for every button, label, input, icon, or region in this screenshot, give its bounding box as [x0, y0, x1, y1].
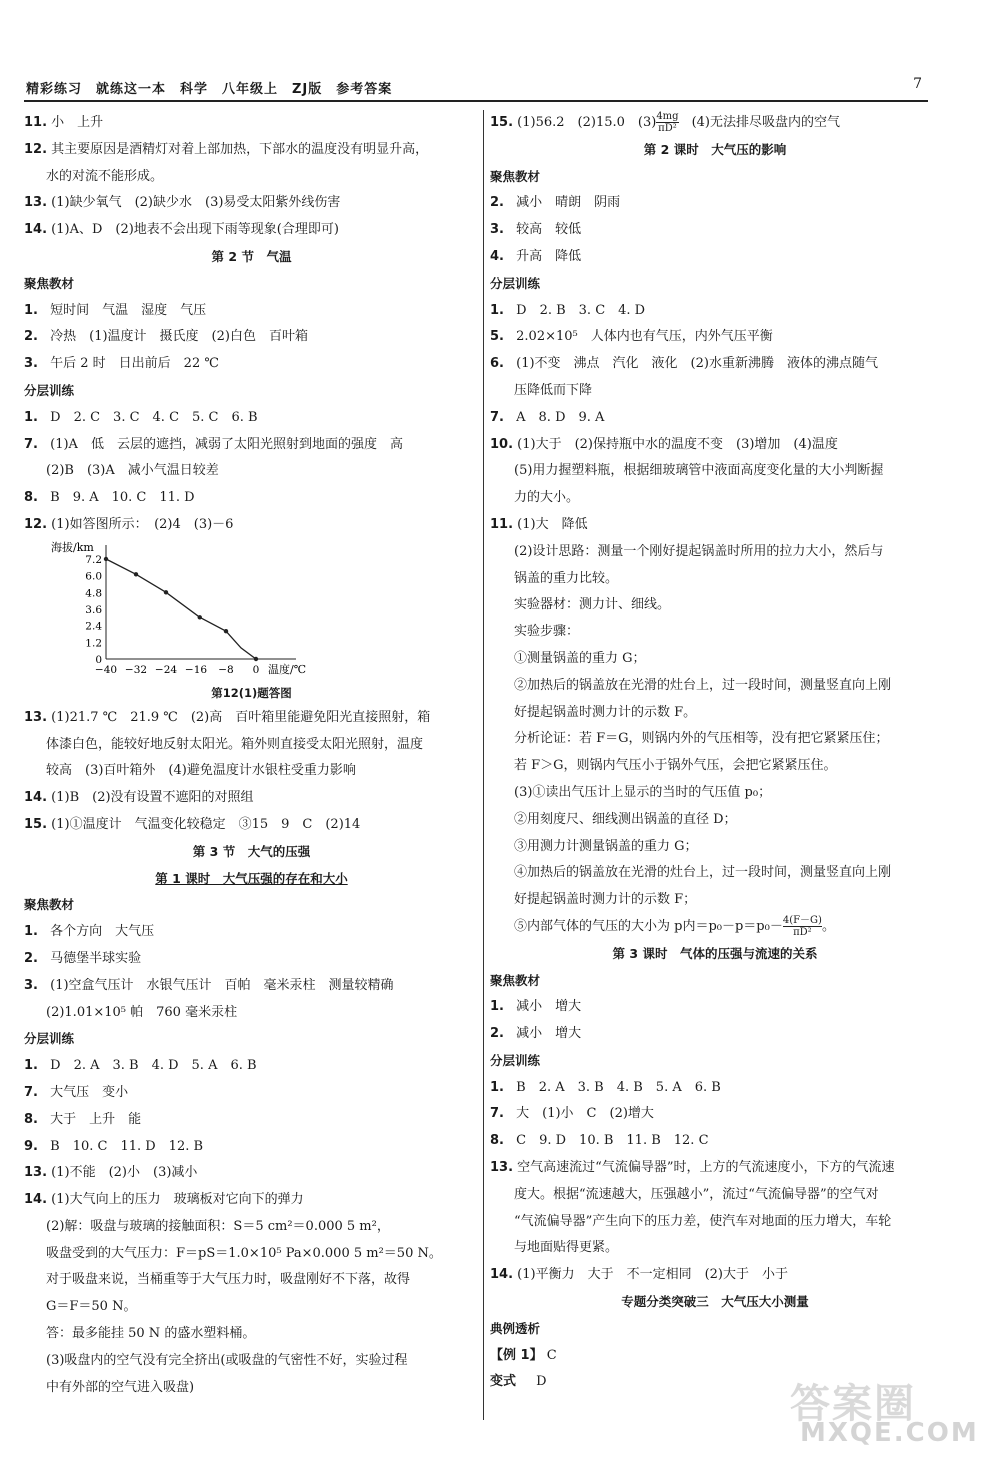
answer-line: 1. 减小 增大 [490, 999, 582, 1015]
answer-line: 15. (1)①温度计 气温变化较稳定 ③15 9 C (2)14 [24, 816, 361, 832]
subsection-label: 聚焦教材 [24, 275, 75, 291]
answer-line: 1. D 2. B 3. C 4. D [490, 302, 646, 318]
answer-line: 对于吸盘来说，当桶重等于大气压力时，吸盘刚好不下落，故得 [46, 1272, 411, 1288]
answer-line: 好提起锅盖时测力计的示数 F； [514, 892, 697, 908]
answer-line: ②加热后的锅盖放在光滑的灶台上，过一段时间，测量竖直向上刚 [514, 677, 892, 693]
subsection-label: 分层训练 [24, 382, 75, 398]
subsection-label: 聚焦教材 [24, 897, 75, 913]
lesson-title: 第 3 课时 气体的压强与流速的关系 [612, 945, 818, 961]
y-tick-label: 6.0 [85, 570, 102, 583]
answer-line: 若 F＞G，则锅内气压小于锅外气压，会把它紧紧压住。 [514, 758, 837, 774]
answer-line: (2)B (3)A 减小气温日较差 [46, 463, 219, 479]
answer-line: 实验器材：测力计、细线。 [514, 597, 671, 613]
answer-line: 1. 各个方向 大气压 [24, 924, 155, 940]
answer-line: 14. (1)B (2)没有设置不遮阳的对照组 [24, 790, 254, 806]
x-tick-label: −16 [184, 663, 208, 676]
answer-line: 水的对流不能形成。 [46, 168, 164, 184]
answer-line: (2)设计思路：测量一个刚好提起锅盖时所用的拉力大小，然后与 [514, 543, 884, 559]
x-tick-label: −8 [218, 663, 234, 676]
x-tick-label: −32 [124, 663, 148, 676]
data-point [104, 557, 108, 561]
data-curve [106, 559, 256, 659]
y-tick-label: 4.8 [85, 587, 102, 600]
answer-line: 好提起锅盖时测力计的示数 F。 [514, 704, 697, 720]
answer-line: 2. 冷热 (1)温度计 摄氏度 (2)白色 百叶箱 [24, 329, 308, 345]
fraction: $\frac{4mg}{\text{πD²}}$ [656, 111, 679, 134]
answer-line: ③用测力计测量锅盖的重力 G； [514, 838, 698, 854]
answer-line: 3. (1)空盒气压计 水银气压计 百帕 毫米汞柱 测量较精确 [24, 977, 394, 993]
answer-line: 8. C 9. D 10. B 11. B 12. C [490, 1133, 709, 1149]
data-point [254, 657, 258, 661]
answer-line: 体漆白色，能较好地反射太阳光。箱外则直接受太阳光照射，温度 [46, 736, 424, 752]
topic-title: 专题分类突破三 大气压大小测量 [621, 1294, 809, 1310]
watermark-logo [760, 1372, 979, 1452]
subsection-label: 分层训练 [490, 1052, 541, 1068]
subsection-label: 聚焦教材 [490, 972, 541, 988]
subsection-label: 分层训练 [490, 275, 541, 291]
answer-line: 力的大小。 [514, 490, 580, 506]
x-tick-label: −24 [154, 663, 178, 676]
answer-line: 2. 减小 晴朗 阴雨 [490, 195, 621, 211]
answer-line: 较高 (3)百叶箱外 (4)避免温度计水银柱受重力影响 [46, 763, 356, 779]
answer-line: 答：最多能挂 50 N 的盛水塑料桶。 [46, 1326, 256, 1342]
answer-line: 11. 小 上升 [24, 115, 104, 130]
answer-line: 13. (1)缺少氧气 (2)缺少水 (3)易受太阳紫外线伤害 [24, 195, 341, 211]
y-tick-label: 3.6 [85, 603, 102, 616]
figure-caption: 第12(1)题答图 [211, 685, 292, 700]
page-header [24, 76, 928, 102]
y-tick-label: 0 [95, 653, 102, 666]
answer-line: G＝F＝50 N。 [46, 1299, 137, 1315]
answer-line: 14. (1)大气向上的压力 玻璃板对它向下的弹力 [24, 1192, 304, 1208]
section-title: 第 2 节 气温 [211, 248, 292, 264]
lesson-title: 第 1 课时 大气压强的存在和大小 [155, 870, 348, 886]
x-axis-label: 温度/℃ [268, 662, 307, 676]
answer-line: 度大。根据“流速越大，压强越小”，流过“气流偏导器”的空气对 [514, 1186, 879, 1202]
answer-line: 7. 大气压 变小 [24, 1084, 129, 1100]
answer-line: 14. (1)平衡力 大于 不一定相同 (2)大于 小于 [490, 1267, 789, 1283]
data-point [164, 590, 168, 594]
answer-line: 15. (1)56.2 (2)15.0 (3) $\frac{4mg}{\text{πD²}}$ (4)无法排尽吸盘内的空气 [490, 111, 840, 134]
y-axis-label: 海拔/km [51, 540, 94, 554]
data-point [198, 615, 202, 619]
watermark-text: 答案圈 [790, 1381, 916, 1427]
answer-line: “气流偏导器”产生向下的压力差，使汽车对地面的压力增大，车轮 [514, 1213, 892, 1229]
answer-line: 吸盘受到的大气压力：F＝pS＝1.0×10⁵ Pa×0.000 5 m²＝50 N。 [46, 1245, 442, 1261]
answer-line: 1. B 2. A 3. B 4. B 5. A 6. B [490, 1079, 721, 1095]
answer-line: 13. 空气高速流过“气流偏导器”时，上方的气流速度小，下方的气流速 [490, 1160, 895, 1176]
answer-line: 分析论证：若 F＝G，则锅内外的气压相等，没有把它紧紧压住； [514, 731, 889, 747]
answer-line: 13. (1)21.7 ℃ 21.9 ℃ (2)高 百叶箱里能避免阳光直接照射，箱 [24, 709, 431, 725]
answer-line: 8. B 9. A 10. C 11. D [24, 490, 195, 506]
answer-line: 7. (1)A 低 云层的遮挡，减弱了太阳光照射到地面的强度 高 [24, 436, 403, 452]
answer-line: 1. D 2. C 3. C 4. C 5. C 6. B [24, 409, 258, 425]
x-tick-label: −40 [94, 663, 118, 676]
answer-line: (2)1.01×10⁵ 帕 760 毫米汞柱 [46, 1004, 238, 1020]
answer-line: (3)①读出气压计上显示的当时的气压值 p₀； [514, 784, 772, 800]
answer-line: 8. 大于 上升 能 [24, 1111, 142, 1127]
y-tick-label: 2.4 [85, 620, 102, 633]
answer-line: 3. 较高 较低 [490, 222, 582, 238]
answer-line: 9. B 10. C 11. D 12. B [24, 1138, 204, 1154]
answer-line: 14. (1)A、D (2)地表不会出现下雨等现象(合理即可) [24, 222, 339, 238]
answer-line: 13. (1)不能 (2)小 (3)减小 [24, 1165, 198, 1181]
fraction: $\frac{4(F-G)}{\text{πD²}}$ [782, 914, 822, 938]
answer-line: (3)吸盘内的空气没有完全挤出(或吸盘的气密性不好，实验过程 [46, 1352, 408, 1368]
answer-line: 2. 减小 增大 [490, 1026, 582, 1042]
section-title: 第 3 节 大气的压强 [192, 843, 311, 859]
answer-line: 压降低而下降 [514, 382, 593, 398]
lesson-title: 第 2 课时 大气压的影响 [643, 141, 787, 157]
answer-line: 锅盖的重力比较。 [514, 570, 619, 586]
answer-line: ②用刻度尺、细线测出锅盖的直径 D； [514, 811, 737, 827]
answer-line: 7. A 8. D 9. A [490, 409, 605, 425]
subsection-label: 聚焦教材 [490, 168, 541, 184]
column-divider [483, 110, 484, 1420]
answer-line: 【例 1】 C [490, 1347, 557, 1363]
altitude-temperature-chart [28, 539, 479, 681]
subsection-label: 典例透析 [490, 1320, 541, 1336]
answer-line: 与地面贴得更紧。 [514, 1240, 619, 1256]
answer-line: 1. D 2. A 3. B 4. D 5. A 6. B [24, 1058, 257, 1074]
left-column [24, 110, 479, 1401]
answer-line: 4. 升高 降低 [490, 248, 582, 264]
header-title: 精彩练习 就练这一本 科学 八年级上 ZJ版 参考答案 [26, 82, 393, 97]
answer-line: 12. (1)如答图所示： (2)4 (3)－6 [24, 516, 234, 532]
chart-svg [28, 539, 328, 681]
answer-line: ①测量锅盖的重力 G； [514, 650, 646, 666]
answer-line: (2)解：吸盘与玻璃的接触面积：S＝5 cm²＝0.000 5 m²， [46, 1218, 390, 1234]
y-tick-label: 7.2 [85, 553, 102, 566]
answer-line: (5)用力握塑料瓶，根据细玻璃管中液面高度变化量的大小判断握 [514, 463, 884, 479]
answer-line: 2. 马德堡半球实验 [24, 950, 142, 966]
y-tick-label: 1.2 [85, 637, 102, 650]
subsection-label: 分层训练 [24, 1031, 75, 1047]
answer-line: 7. 大 (1)小 C (2)增大 [490, 1106, 654, 1122]
answer-line: 变式 D [490, 1374, 547, 1390]
answer-line: 6. (1)不变 沸点 汽化 液化 (2)水重新沸腾 液体的沸点随气 [490, 356, 878, 372]
watermark-url: MXQE.COM [800, 1418, 979, 1448]
answer-line: ⑤内部气体的气压的大小为 p内＝p₀－p＝p₀－ $\frac{4(F-G)}{\text{πD²}}$ 。 [514, 914, 835, 938]
answer-line: 11. (1)大 降低 [490, 516, 588, 532]
answer-line: 中有外部的空气进入吸盘) [46, 1379, 195, 1395]
right-column [490, 110, 940, 1396]
answer-line: 实验步骤： [514, 624, 580, 640]
answer-line: 10. (1)大于 (2)保持瓶中水的温度不变 (3)增加 (4)温度 [490, 436, 838, 452]
page-number: 7 [913, 76, 922, 92]
data-point [224, 629, 228, 633]
answer-line: 12. 其主要原因是酒精灯对着上部加热，下部水的温度没有明显升高， [24, 141, 429, 157]
answer-line: 1. 短时间 气温 湿度 气压 [24, 302, 207, 318]
x-tick-label: 0 [252, 663, 260, 676]
answer-line: 3. 午后 2 时 日出前后 22 ℃ [24, 356, 219, 372]
answer-line: 5. 2.02×10⁵ 人体内也有气压，内外气压平衡 [490, 329, 773, 345]
answer-line: ④加热后的锅盖放在光滑的灶台上，过一段时间，测量竖直向上刚 [514, 865, 892, 881]
data-point [134, 572, 138, 576]
